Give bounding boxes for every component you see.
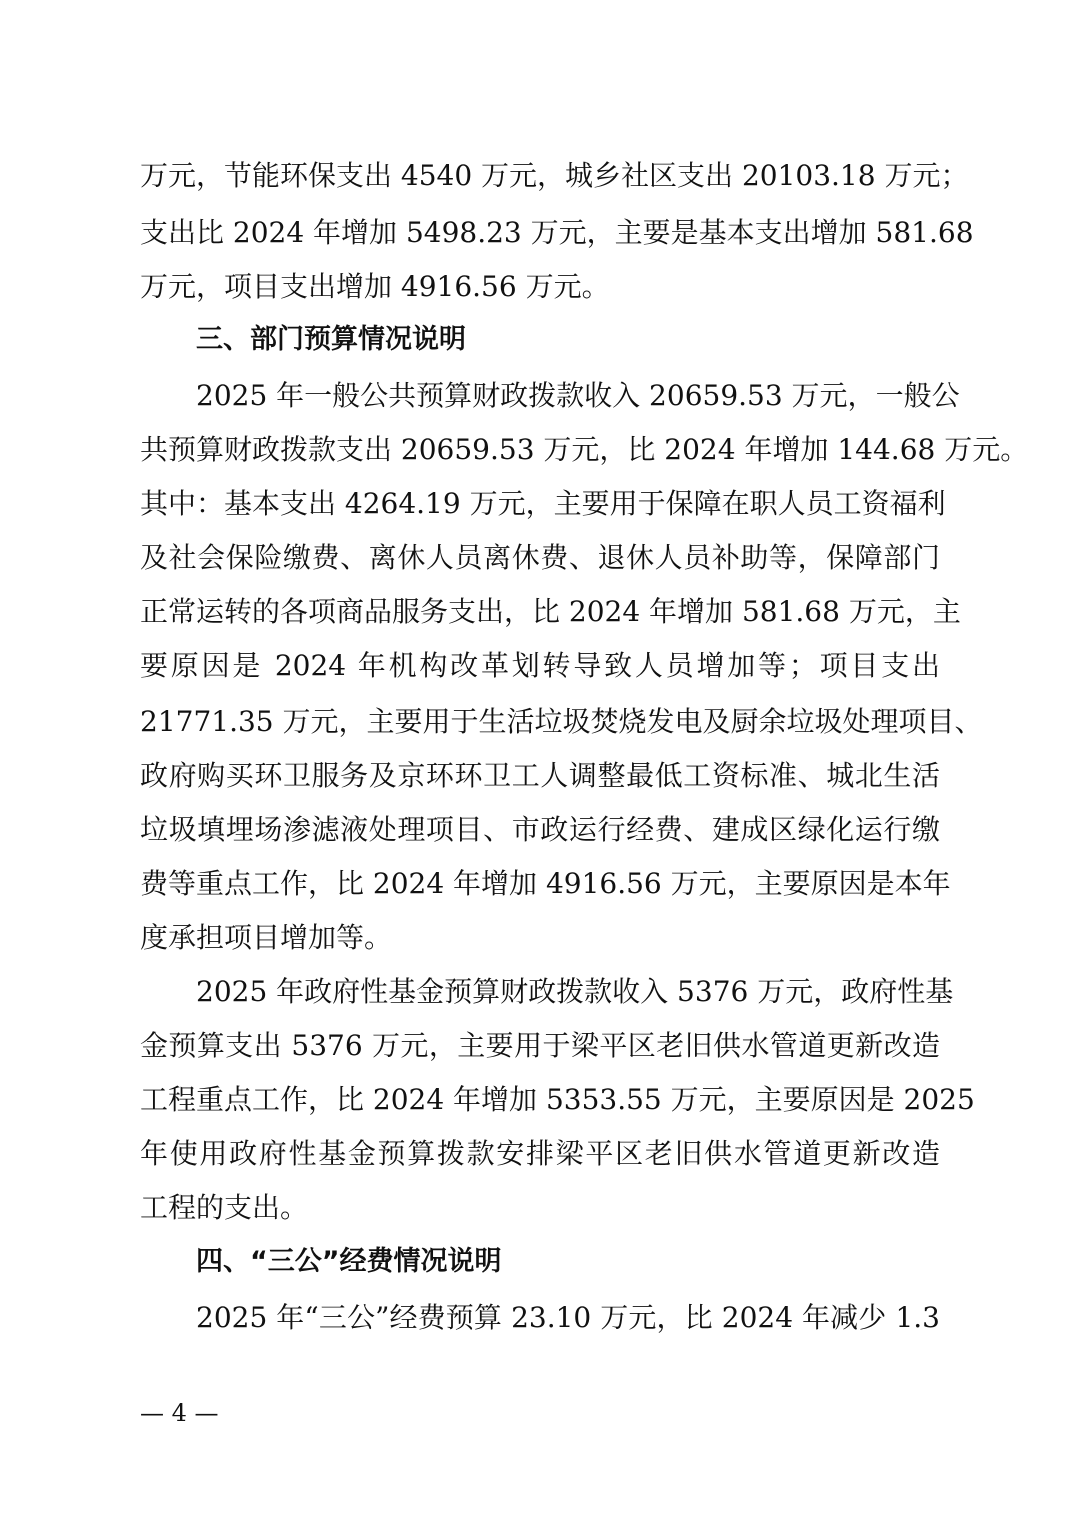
- section-heading: 四、“三公”经费情况说明: [196, 1246, 502, 1277]
- page-number: — 4 —: [140, 1399, 219, 1427]
- text-line: 21771.35 万元，主要用于生活垃圾焚烧发电及厨余垃圾处理项目、: [140, 705, 983, 738]
- text-line: 度承担项目增加等。: [140, 921, 393, 954]
- text-line: 支出比 2024 年增加 5498.23 万元，主要是基本支出增加 581.68: [140, 216, 974, 249]
- text-line: 要原因是 2024 年机构改革划转导致人员增加等；项目支出: [140, 649, 940, 682]
- text-line: 工程的支出。: [140, 1191, 309, 1224]
- text-line: 金预算支出 5376 万元，主要用于梁平区老旧供水管道更新改造: [140, 1029, 940, 1062]
- text-line: 其中：基本支出 4264.19 万元，主要用于保障在职人员工资福利: [140, 487, 946, 520]
- text-line: 政府购买环卫服务及京环环卫工人调整最低工资标准、城北生活: [140, 759, 940, 792]
- text-line: 费等重点工作，比 2024 年增加 4916.56 万元，主要原因是本年: [140, 867, 951, 900]
- text-line: 万元，项目支出增加 4916.56 万元。: [140, 270, 610, 303]
- text-line: 2025 年一般公共预算财政拨款收入 20659.53 万元，一般公: [196, 379, 960, 412]
- text-line: 年使用政府性基金预算拨款安排梁平区老旧供水管道更新改造: [140, 1137, 940, 1170]
- text-line: 正常运转的各项商品服务支出，比 2024 年增加 581.68 万元，主: [140, 595, 961, 628]
- text-line: 2025 年“三公”经费预算 23.10 万元，比 2024 年减少 1.3: [196, 1301, 940, 1334]
- text-line: 2025 年政府性基金预算财政拨款收入 5376 万元，政府性基: [196, 975, 954, 1008]
- text-line: 共预算财政拨款支出 20659.53 万元，比 2024 年增加 144.68 万元。: [140, 433, 1029, 466]
- text-line: 及社会保险缴费、离休人员离休费、退休人员补助等，保障部门: [140, 541, 940, 574]
- text-line: 万元，节能环保支出 4540 万元，城乡社区支出 20103.18 万元；: [140, 159, 969, 192]
- text-line: 工程重点工作，比 2024 年增加 5353.55 万元，主要原因是 2025: [140, 1083, 975, 1116]
- text-line: 垃圾填埋场渗滤液处理项目、市政运行经费、建成区绿化运行缴: [140, 813, 940, 846]
- section-heading: 三、部门预算情况说明: [196, 324, 466, 355]
